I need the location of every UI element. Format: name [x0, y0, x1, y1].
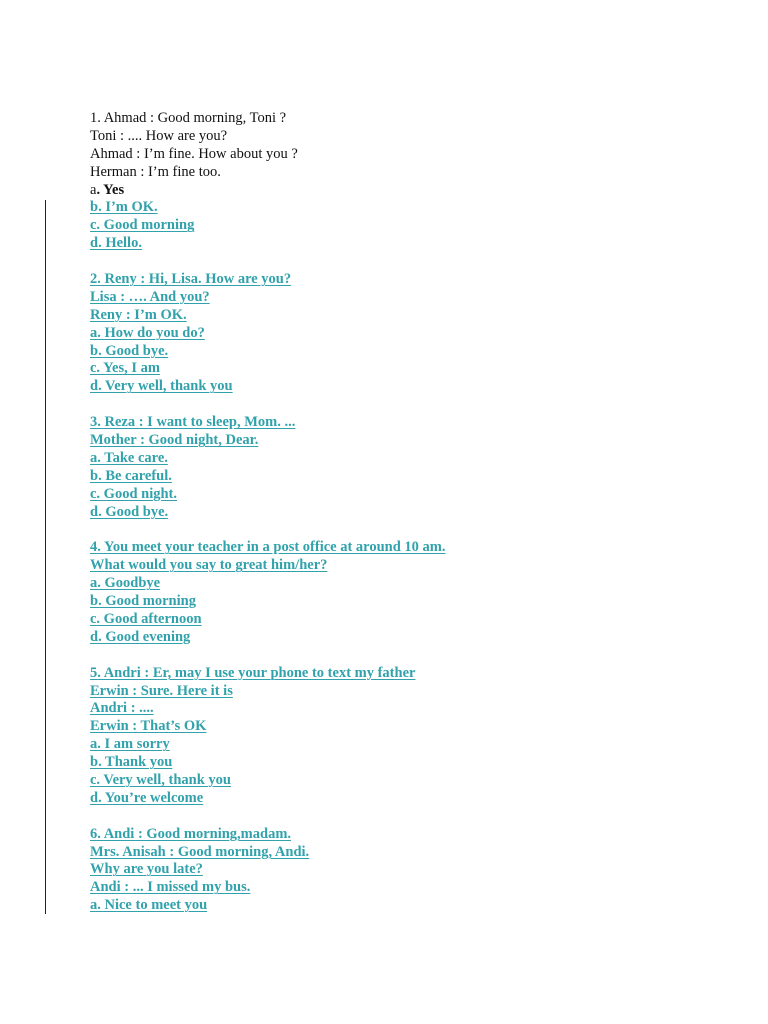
spacer — [90, 808, 730, 826]
q6-prompt-link[interactable]: 6. Andi : Good morning,madam. — [90, 825, 292, 842]
q5-prompt-link[interactable]: Andri : .... — [90, 700, 154, 717]
q6-prompt-link[interactable]: Mrs. Anisah : Good morning, Andi. — [90, 843, 310, 860]
q2-option-b-link[interactable]: b. Good bye. — [90, 342, 169, 359]
q5-prompt-link[interactable]: Erwin : That’s OK — [90, 718, 207, 735]
q4-option-a-link[interactable]: a. Goodbye — [90, 575, 161, 592]
q4-prompt-link[interactable]: What would you say to great him/her? — [90, 557, 328, 574]
document-body — [90, 110, 730, 915]
q5-option-a-link[interactable]: a. I am sorry — [90, 736, 170, 753]
q4-option-b-link[interactable]: b. Good morning — [90, 593, 196, 610]
q5-option-d-link[interactable]: d. You’re welcome — [90, 789, 204, 806]
left-margin-bar — [45, 200, 46, 914]
spacer — [90, 521, 730, 539]
q2-prompt-link[interactable]: Lisa : …. And you? — [90, 288, 210, 305]
q2-prompt-link[interactable]: 2. Reny : Hi, Lisa. How are you? — [90, 271, 292, 288]
q1-line: Ahmad : I’m fine. How about you ? — [90, 145, 298, 162]
q3-option-d-link[interactable]: d. Good bye. — [90, 503, 169, 520]
q3-option-a-link[interactable]: a. Take care. — [90, 449, 168, 466]
spacer — [90, 396, 730, 414]
q1-option-b-link[interactable]: b. I’m OK. — [90, 199, 158, 216]
q1-option-d-link[interactable]: d. Hello. — [90, 235, 142, 252]
q1-option-a — [90, 182, 730, 200]
q4-option-d-link[interactable]: d. Good evening — [90, 628, 191, 645]
q6-option-a-link[interactable]: a. Nice to meet you — [90, 897, 208, 914]
q1-option-a-text: . Yes — [96, 181, 125, 198]
q6-prompt-link[interactable]: Andi : ... I missed my bus. — [90, 879, 251, 896]
spacer — [90, 647, 730, 665]
q4-prompt-link[interactable]: 4. You meet your teacher in a post office at around 10 am. — [90, 539, 446, 556]
q5-option-b-link[interactable]: b. Thank you — [90, 754, 173, 771]
q2-option-d-link[interactable]: d. Very well, thank you — [90, 378, 233, 395]
q2-prompt-link[interactable]: Reny : I’m OK. — [90, 306, 187, 323]
spacer — [90, 253, 730, 271]
q5-option-c-link[interactable]: c. Very well, thank you — [90, 771, 231, 788]
q4-option-c-link[interactable]: c. Good afternoon — [90, 610, 202, 627]
q5-prompt-link[interactable]: Erwin : Sure. Here it is — [90, 682, 233, 699]
q1-line: 1. Ahmad : Good morning, Toni ? — [90, 110, 287, 126]
q6-prompt-link[interactable]: Why are you late? — [90, 861, 203, 878]
q5-prompt-link[interactable]: 5. Andri : Er, may I use your phone to text my father — [90, 664, 416, 681]
q1-option-c-link[interactable]: c. Good morning — [90, 217, 195, 234]
q3-option-b-link[interactable]: b. Be careful. — [90, 467, 172, 484]
q1-line: Toni : .... How are you? — [90, 127, 228, 144]
q3-option-c-link[interactable]: c. Good night. — [90, 485, 178, 502]
q3-prompt-link[interactable]: Mother : Good night, Dear. — [90, 432, 259, 449]
q3-prompt-link[interactable]: 3. Reza : I want to sleep, Mom. ... — [90, 414, 296, 431]
q2-option-c-link[interactable]: c. Yes, I am — [90, 360, 160, 377]
q1-option-a-prefix: a — [90, 181, 97, 198]
q1-line: Herman : I’m fine too. — [90, 163, 221, 180]
q2-option-a-link[interactable]: a. How do you do? — [90, 324, 205, 341]
